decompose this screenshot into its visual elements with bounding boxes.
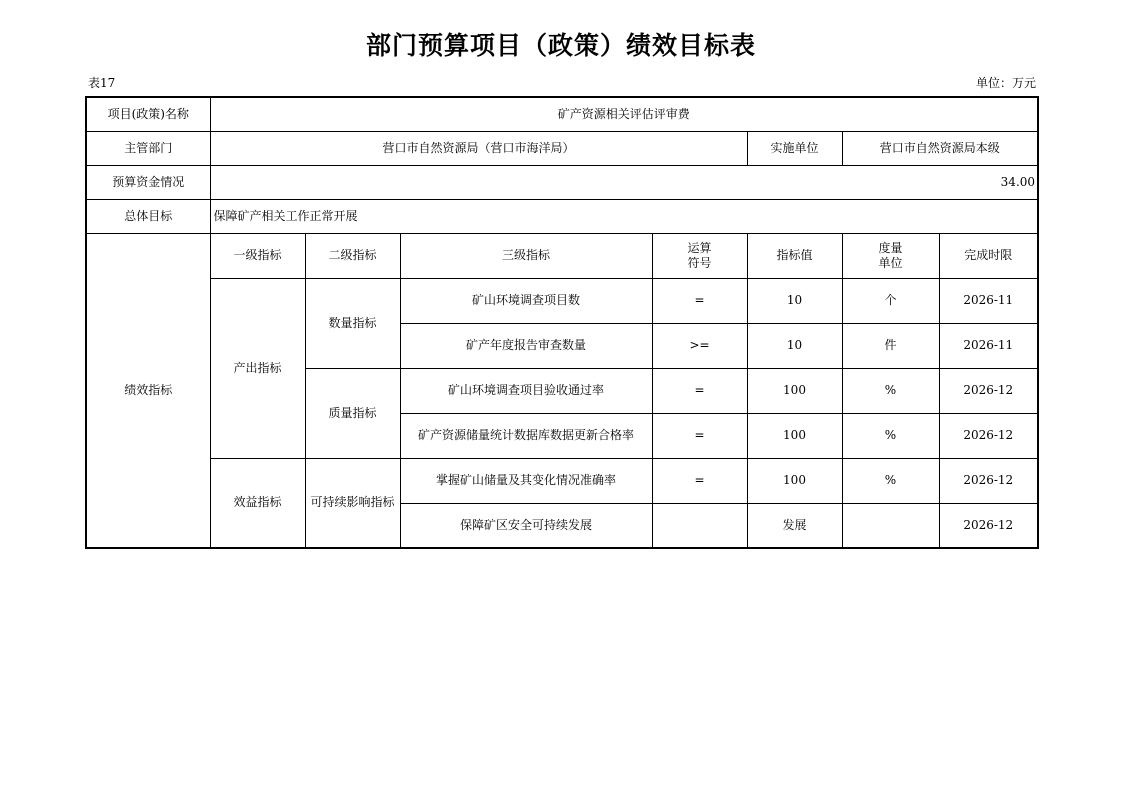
performance-indicator-label: 绩效指标 [86, 233, 210, 548]
project-name-row [86, 97, 1038, 131]
indicator-operator: = [652, 413, 747, 458]
budget-label: 预算资金情况 [86, 165, 210, 199]
table-number: 表17 [88, 76, 116, 90]
overall-goal-label: 总体目标 [86, 199, 210, 233]
operator-header-line1: 运算 [687, 240, 712, 255]
level2-sustainability: 可持续影响指标 [305, 458, 400, 548]
department-value: 营口市自然资源局（营口市海洋局） [210, 131, 747, 165]
level2-quality: 质量指标 [305, 368, 400, 458]
indicator-value: 发展 [747, 503, 842, 548]
indicator-deadline: 2026-11 [939, 323, 1038, 368]
indicator-name: 保障矿区安全可持续发展 [400, 503, 652, 548]
budget-row [86, 165, 1038, 199]
indicator-unit: % [842, 368, 939, 413]
level2-header: 二级指标 [305, 233, 400, 278]
project-name-value: 矿产资源相关评估评审费 [210, 97, 1038, 131]
indicator-deadline: 2026-11 [939, 278, 1038, 323]
indicator-value: 10 [747, 323, 842, 368]
implementing-unit-value: 营口市自然资源局本级 [842, 131, 1038, 165]
operator-header-line2: 符号 [687, 255, 712, 270]
level2-quantity: 数量指标 [305, 278, 400, 368]
unit-label: 单位：万元 [975, 76, 1036, 90]
indicator-value: 10 [747, 278, 842, 323]
indicator-name: 矿产资源储量统计数据库数据更新合格率 [400, 413, 652, 458]
indicator-name: 矿山环境调查项目数 [400, 278, 652, 323]
indicator-operator: = [652, 278, 747, 323]
table-row [86, 458, 1038, 503]
indicator-deadline: 2026-12 [939, 458, 1038, 503]
project-name-label: 项目(政策)名称 [86, 97, 210, 131]
page-title: 部门预算项目（政策）绩效目标表 [365, 31, 756, 60]
indicator-header-row [86, 233, 1038, 278]
indicator-unit: 件 [842, 323, 939, 368]
level1-benefit: 效益指标 [210, 458, 305, 548]
performance-table [85, 96, 1039, 549]
indicator-unit: % [842, 458, 939, 503]
indicator-name: 矿山环境调查项目验收通过率 [400, 368, 652, 413]
deadline-header: 完成时限 [939, 233, 1038, 278]
indicator-unit [842, 503, 939, 548]
indicator-value: 100 [747, 368, 842, 413]
indicator-unit: 个 [842, 278, 939, 323]
indicator-operator: >= [652, 323, 747, 368]
indicator-name: 矿产年度报告审查数量 [400, 323, 652, 368]
department-row [86, 131, 1038, 165]
indicator-name: 掌握矿山储量及其变化情况准确率 [400, 458, 652, 503]
indicator-value: 100 [747, 458, 842, 503]
level1-output: 产出指标 [210, 278, 305, 458]
table-row [86, 278, 1038, 323]
indicator-deadline: 2026-12 [939, 413, 1038, 458]
indicator-unit: % [842, 413, 939, 458]
indicator-value: 100 [747, 413, 842, 458]
indicator-operator [652, 503, 747, 548]
indicator-deadline: 2026-12 [939, 503, 1038, 548]
indicator-operator: = [652, 458, 747, 503]
indicator-deadline: 2026-12 [939, 368, 1038, 413]
unit-header-line1: 度量 [878, 240, 903, 255]
operator-header [652, 233, 747, 278]
indicator-operator: = [652, 368, 747, 413]
unit-header-line2: 单位 [878, 255, 903, 270]
overall-goal-value: 保障矿产相关工作正常开展 [210, 199, 1038, 233]
level1-header: 一级指标 [210, 233, 305, 278]
unit-header [842, 233, 939, 278]
implementing-unit-label: 实施单位 [747, 131, 842, 165]
value-header: 指标值 [747, 233, 842, 278]
department-label: 主管部门 [86, 131, 210, 165]
overall-goal-row [86, 199, 1038, 233]
budget-value: 34.00 [210, 165, 1038, 199]
level3-header: 三级指标 [400, 233, 652, 278]
